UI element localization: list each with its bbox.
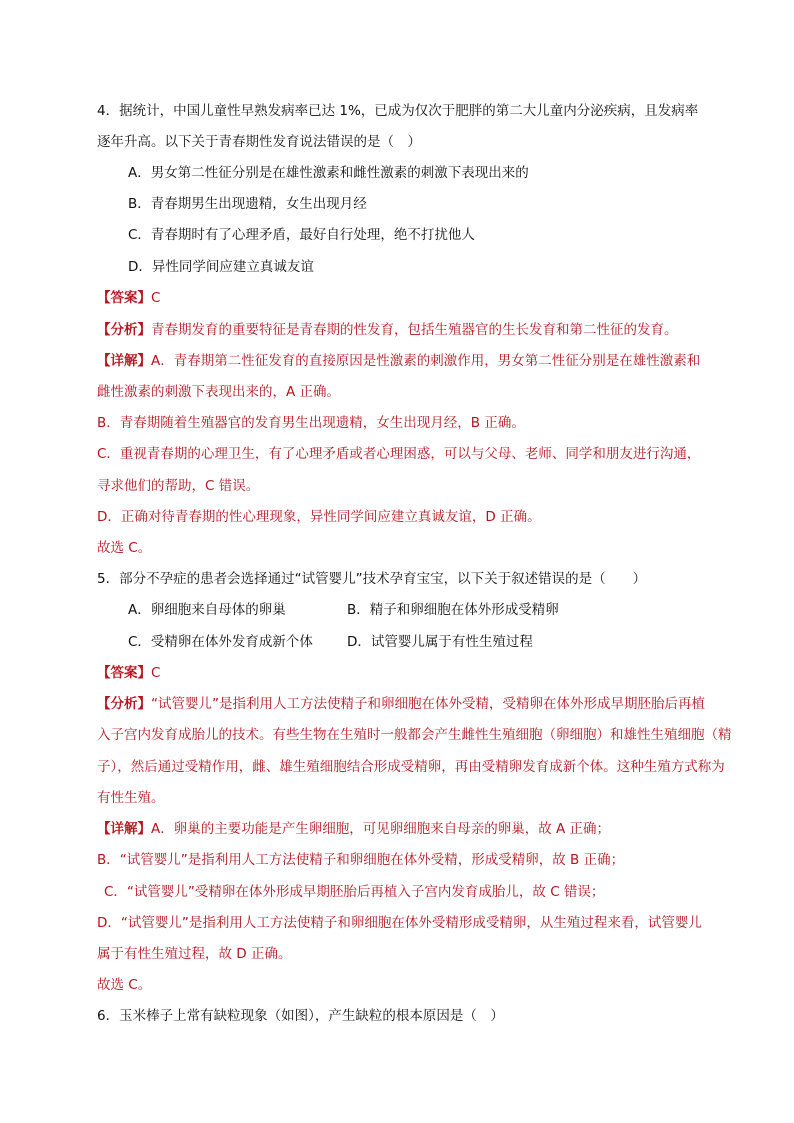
q5-detail-d-line2: 属于有性生殖过程，故 D 正确。: [97, 946, 292, 962]
detail-a-text: A．卵巢的主要功能是产生卵细胞，可见卵细胞来自母亲的卵巢，故 A 正确；: [151, 821, 611, 837]
q4-analysis: [97, 320, 678, 340]
q5-stem: 5．部分不孕症的患者会选择通过“试管婴儿”技术孕育宝宝，以下关于叙述错误的是（ ）: [97, 571, 647, 587]
q5-option-d: D．试管婴儿属于有性生殖过程: [347, 634, 533, 650]
detail-tag: 【详解】: [97, 353, 151, 369]
q5-conclusion: 故选 C。: [97, 977, 152, 993]
q4-detail-a-line1: [97, 351, 700, 371]
q5-detail-a: [97, 819, 610, 839]
q5-analysis-line4: 有性生殖。: [97, 790, 165, 806]
q4-stem-line2: 逐年升高。以下关于青春期性发育说法错误的是（ ）: [97, 134, 421, 150]
analysis-text: “试管婴儿”是指利用人工方法使精子和卵细胞在体外受精，受精卵在体外形成早期胚胎后再植: [151, 696, 705, 712]
q5-detail-c: C．“试管婴儿”受精卵在体外形成早期胚胎后再植入子宫内发育成胎儿，故 C 错误；: [104, 884, 605, 900]
q4-conclusion: 故选 C。: [97, 540, 152, 556]
detail-a-text: A．青春期第二性征发育的直接原因是性激素的刺激作用，男女第二性征分别是在雄性激素和: [151, 353, 701, 369]
q4-detail-a-line2: 雌性激素的刺激下表现出来的，A 正确。: [97, 384, 341, 400]
q5-option-b: B．精子和卵细胞在体外形成受精卵: [347, 602, 559, 618]
q4-option-d: D．异性同学间应建立真诚友谊: [128, 259, 314, 275]
q5-detail-d-line1: D．“试管婴儿”是指利用人工方法使精子和卵细胞在体外受精形成受精卵，从生殖过程来看，试管婴儿: [97, 915, 702, 931]
answer-tag: 【答案】: [97, 290, 151, 306]
q4-detail-b: B．青春期随着生殖器官的发育男生出现遗精，女生出现月经，B 正确。: [97, 415, 525, 431]
analysis-tag: 【分析】: [97, 322, 151, 338]
q4-detail-c-line1: C．重视青春期的心理卫生，有了心理矛盾或者心理困惑，可以与父母、老师、同学和朋友进行沟通，: [97, 446, 701, 462]
answer-value: C: [151, 290, 161, 306]
analysis-text: 青春期发育的重要特征是青春期的性发育，包括生殖器官的生长发育和第二性征的发育。: [151, 322, 678, 338]
q4-option-c: C．青春期时有了心理矛盾，最好自行处理，绝不打扰他人: [128, 227, 475, 243]
q5-analysis-line2: 入子宫内发育成胎儿的技术。有些生物在生殖时一般都会产生雌性生殖细胞（卵细胞）和雄性生殖细胞（精: [97, 727, 732, 743]
q4-detail-d: D．正确对待青春期的性心理现象，异性同学间应建立真诚友谊，D 正确。: [97, 509, 541, 525]
analysis-tag: 【分析】: [97, 696, 151, 712]
q4-stem-line1: 4．据统计，中国儿童性早熟发病率已达 1%，已成为仅次于肥胖的第二大儿童内分泌疾病，且发病率: [97, 103, 699, 119]
answer-value: C: [151, 665, 161, 681]
q4-answer: [97, 288, 160, 308]
answer-tag: 【答案】: [97, 665, 151, 681]
q5-option-a: A．卵细胞来自母体的卵巢: [128, 602, 286, 618]
q5-detail-b: B．“试管婴儿”是指利用人工方法使精子和卵细胞在体外受精，形成受精卵，故 B 正确；: [97, 852, 625, 868]
q4-option-a: A．男女第二性征分别是在雄性激素和雌性激素的刺激下表现出来的: [128, 165, 529, 181]
detail-tag: 【详解】: [97, 821, 151, 837]
q5-option-c: C．受精卵在体外发育成新个体: [128, 634, 313, 650]
q4-detail-c-line2: 寻求他们的帮助，C 错误。: [97, 478, 260, 494]
q4-option-b: B．青春期男生出现遗精，女生出现月经: [128, 196, 367, 212]
q5-analysis-line3: 子），然后通过受精作用，雌、雄生殖细胞结合形成受精卵，再由受精卵发育成新个体。这种生殖方式称为: [97, 759, 725, 775]
q6-stem: 6．玉米棒子上常有缺粒现象（如图），产生缺粒的根本原因是（ ）: [97, 1008, 504, 1024]
q5-analysis-line1: [97, 694, 705, 714]
q5-answer: [97, 663, 160, 683]
